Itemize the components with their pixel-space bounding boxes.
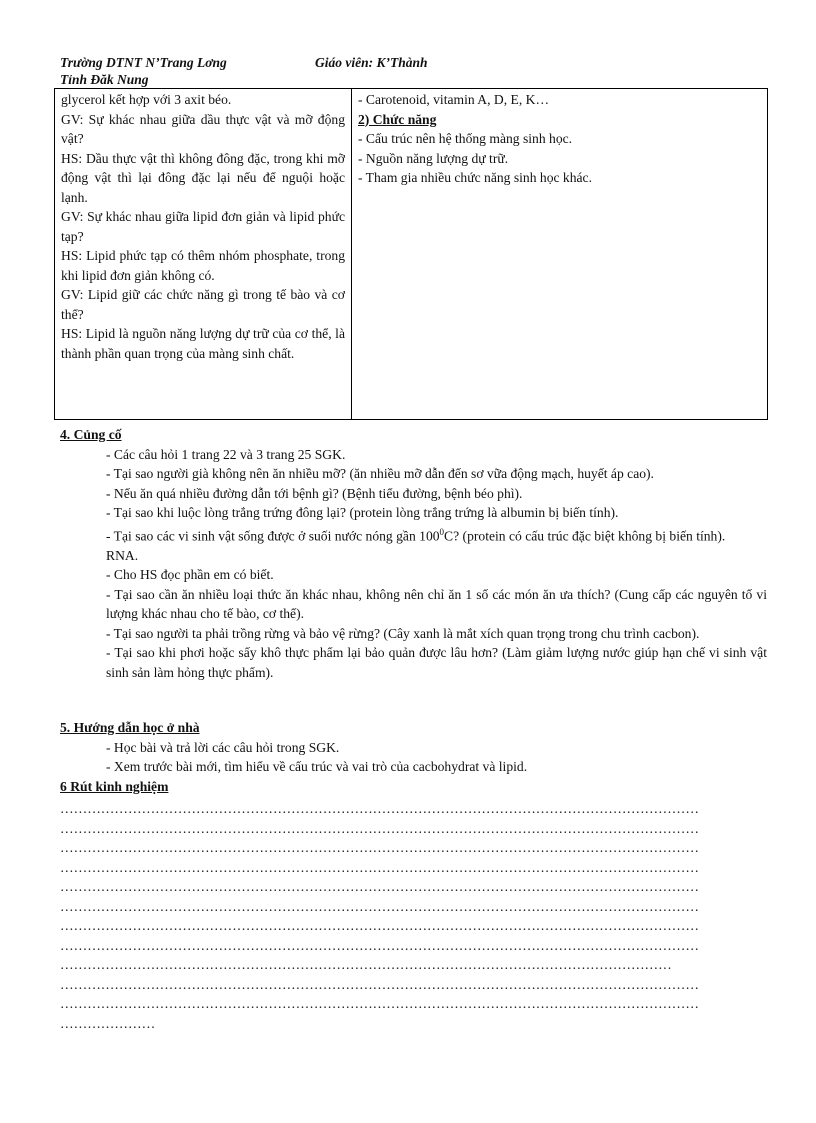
function-heading: 2) Chức năng xyxy=(358,111,437,127)
list-item: - Các câu hỏi 1 trang 22 và 3 trang 25 SGK. xyxy=(106,446,346,462)
dot-line: …………………………………………………………………………………………………………………………… xyxy=(60,898,699,914)
dot-line: ……………………………………………………………………………………………………………………… xyxy=(60,957,672,972)
section-4 xyxy=(60,425,767,682)
school-name: Trường DTNT N’Trang Lơng xyxy=(60,55,227,70)
province-name: Tỉnh Đăk Nung xyxy=(60,72,149,87)
list-item: - Cho HS đọc phần em có biết. xyxy=(106,567,274,583)
table-left-line: glycerol kết hợp với 3 axit béo. xyxy=(61,92,232,107)
section-6-title: 6 Rút kinh nghiệm xyxy=(60,778,169,794)
teacher-name: Giáo viên: K’Thành xyxy=(315,55,428,70)
table-left-column xyxy=(55,89,352,419)
list-item: - Học bài và trả lời các câu hỏi trong SGK. xyxy=(106,739,340,755)
rna-text: RNA. xyxy=(106,547,139,563)
list-item-hot-spring xyxy=(60,523,767,546)
list-item: - Tại sao người già không nên ăn nhiều mỡ? (ăn nhiều mỡ dẫn đến sơ vữa động mạch, huyết áp cao). xyxy=(106,466,654,481)
list-item: - Nếu ăn quá nhiều đường dẫn tới bệnh gì? (Bệnh tiểu đường, bệnh béo phì). xyxy=(106,485,523,501)
section-4-title: 4. Củng cố xyxy=(60,427,122,442)
degree-superscript: 0 xyxy=(439,526,445,537)
list-item: - Tại sao người ta phải trồng rừng và bảo vệ rừng? (Cây xanh là mắt xích quan trọng trong chu trình cacbon). xyxy=(106,625,700,641)
dot-line: ………………… xyxy=(60,1015,156,1031)
dot-line: …………………………………………………………………………………………………………………………… xyxy=(60,820,699,836)
dot-line: …………………………………………………………………………………………………………………………… xyxy=(60,801,699,816)
dot-line: …………………………………………………………………………………………………………………………… xyxy=(60,937,699,953)
dot-line: …………………………………………………………………………………………………………………………… xyxy=(60,918,699,933)
dot-line: …………………………………………………………………………………………………………………………… xyxy=(60,859,699,875)
table-left-line: GV: Lipid giữ các chức năng gì trong tế bào và cơ thể? xyxy=(61,287,345,322)
table-left-line: HS: Lipid phức tạp có thêm nhóm phosphate, trong khi lipid đơn giản không có. xyxy=(61,248,345,283)
table-left-line: GV: Sự khác nhau giữa lipid đơn giản và lipid phức tạp? xyxy=(61,209,345,244)
list-item: - Tại sao cần ăn nhiều loại thức ăn khác nhau, không nên chỉ ăn 1 số các món ăn ưa thích? (Cung cấp các nguyên tố vi lượng khác nhau cho tế bào, cơ thể). xyxy=(106,586,767,622)
dot-line: …………………………………………………………………………………………………………………………… xyxy=(60,996,699,1011)
notes-lines xyxy=(60,799,767,1033)
table-right-line: - Carotenoid, vitamin A, D, E, K… xyxy=(358,92,550,107)
hot-spring-text-b: C? (protein có cấu trúc đặc biệt không bị biến tính). xyxy=(444,528,726,544)
table-right-line: - Cấu trúc nên hệ thống màng sinh học. xyxy=(358,131,573,146)
table-left-line: HS: Dầu thực vật thì không đông đặc, trong khi mỡ động vật thì lại đông đặc lại nếu để nguội hoặc lạnh. xyxy=(61,150,345,205)
hot-spring-text-a: - Tại sao các vi sinh vật sống được ở suối nước nóng gần 100 xyxy=(106,528,440,544)
dot-line: …………………………………………………………………………………………………………………………… xyxy=(60,840,699,855)
table-right-column xyxy=(352,89,767,419)
list-item: - Tại sao khi phơi hoặc sấy khô thực phẩm lại bảo quản được lâu hơn? (Làm giảm lượng nước giúp hạn chế vi sinh vật sinh sản làm hỏng thực phẩm). xyxy=(106,645,767,680)
table-right-line: - Nguồn năng lượng dự trữ. xyxy=(358,150,509,166)
section-5 xyxy=(60,718,767,796)
table-left-line: HS: Lipid là nguồn năng lượng dự trữ của cơ thể, là thành phần quan trọng của màng sinh chất. xyxy=(61,326,345,361)
table-left-line: GV: Sự khác nhau giữa dầu thực vật và mỡ động vật? xyxy=(61,111,345,146)
list-item: - Xem trước bài mới, tìm hiểu về cấu trúc và vai trò của cacbohydrat và lipid. xyxy=(106,759,528,774)
list-item: - Tại sao khi luộc lòng trắng trứng đông lại? (protein lòng trắng trứng là albumin bị biến tính). xyxy=(106,505,619,520)
lesson-table xyxy=(54,88,768,420)
dot-line: …………………………………………………………………………………………………………………………… xyxy=(60,976,699,992)
section-5-title: 5. Hướng dẫn học ở nhà xyxy=(60,720,200,735)
table-right-line: - Tham gia nhiều chức năng sinh học khác. xyxy=(358,170,592,185)
dot-line: …………………………………………………………………………………………………………………………… xyxy=(60,879,699,894)
